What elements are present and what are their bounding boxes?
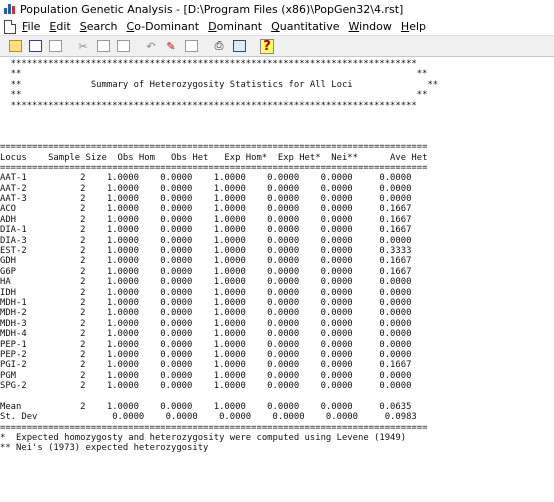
- table-row: ADH 2 1.0000 0.0000 1.0000 0.0000 0.0000 0.1667: [0, 214, 412, 225]
- menu-file[interactable]: File: [22, 20, 41, 33]
- paste-icon[interactable]: [114, 37, 132, 55]
- table-row: PGI-2 2 1.0000 0.0000 1.0000 0.0000 0.0000 0.1667: [0, 360, 412, 371]
- menu-co-dominant[interactable]: Co-Dominant: [126, 20, 200, 33]
- table-row: GDH 2 1.0000 0.0000 1.0000 0.0000 0.0000 0.1667: [0, 256, 412, 267]
- report-document[interactable]: [0, 56, 554, 502]
- footnote-1: * Expected homozygosty and heterozygosity were computed using Levene (1949): [0, 433, 407, 444]
- table-rows: [0, 173, 554, 391]
- stdev-row: St. Dev 0.0000 0.0000 0.0000 0.0000 0.0000 0.0983: [0, 412, 417, 423]
- table-row: MDH-2 2 1.0000 0.0000 1.0000 0.0000 0.0000 0.0000: [0, 308, 412, 319]
- stars-bottom: ****************************************************************************: [0, 100, 417, 111]
- table-row: EST-2 2 1.0000 0.0000 1.0000 0.0000 0.0000 0.3333: [0, 246, 412, 257]
- menu-window[interactable]: Window: [348, 20, 392, 33]
- toolbar: [0, 35, 554, 57]
- table-row: AAT-2 2 1.0000 0.0000 1.0000 0.0000 0.0000 0.0000: [0, 183, 412, 194]
- table-header: Locus Sample Size Obs Hom Obs Het Exp Hom* Exp Het* Nei** Ave Het: [0, 152, 428, 163]
- table-icon[interactable]: [230, 37, 248, 55]
- table-row: HA 2 1.0000 0.0000 1.0000 0.0000 0.0000 0.0000: [0, 277, 412, 288]
- report-text: [0, 57, 554, 454]
- table-row: MDH-3 2 1.0000 0.0000 1.0000 0.0000 0.0000 0.0000: [0, 318, 412, 329]
- rule: ================================================================================: [0, 142, 428, 153]
- table-row: AAT-3 2 1.0000 0.0000 1.0000 0.0000 0.0000 0.0000: [0, 194, 412, 205]
- table-row: DIA-1 2 1.0000 0.0000 1.0000 0.0000 0.0000 0.1667: [0, 225, 412, 236]
- mark-icon[interactable]: ✎: [166, 39, 176, 53]
- title-bar: [0, 0, 554, 18]
- menu-edit[interactable]: Edit: [49, 20, 71, 33]
- report-title: ** Summary of Heterozygosity Statistics for All Loci **: [0, 79, 439, 90]
- table-row: IDH 2 1.0000 0.0000 1.0000 0.0000 0.0000 0.0000: [0, 287, 412, 298]
- cut-icon[interactable]: ✂: [78, 39, 88, 53]
- menu-quantitative[interactable]: Quantitative: [271, 20, 340, 33]
- table-row: MDH-4 2 1.0000 0.0000 1.0000 0.0000 0.0000 0.0000: [0, 329, 412, 340]
- rule: ================================================================================: [0, 422, 428, 433]
- find-icon[interactable]: [182, 37, 200, 55]
- menu-dominant[interactable]: Dominant: [208, 20, 263, 33]
- open-icon[interactable]: [6, 37, 24, 55]
- print-icon[interactable]: ⎙: [214, 39, 224, 52]
- window-title: Population Genetic Analysis - [D:\Program Files (x86)\PopGen32\4.rst]: [20, 2, 404, 16]
- copy-icon[interactable]: [46, 37, 64, 55]
- footnote-2: ** Nei's (1973) expected heterozygosity: [0, 443, 209, 454]
- app-icon: [4, 3, 16, 15]
- copy2-icon[interactable]: [94, 37, 112, 55]
- rule: ================================================================================: [0, 162, 428, 173]
- table-row: PEP-2 2 1.0000 0.0000 1.0000 0.0000 0.0000 0.0000: [0, 349, 412, 360]
- help-icon[interactable]: ?: [258, 37, 276, 55]
- table-row: DIA-3 2 1.0000 0.0000 1.0000 0.0000 0.0000 0.0000: [0, 235, 412, 246]
- menu-bar: [0, 18, 554, 35]
- table-row: SPG-2 2 1.0000 0.0000 1.0000 0.0000 0.0000 0.0000: [0, 381, 412, 392]
- menu-help[interactable]: Help: [400, 20, 426, 33]
- table-row: AAT-1 2 1.0000 0.0000 1.0000 0.0000 0.0000 0.0000: [0, 173, 412, 184]
- undo-icon[interactable]: ↶: [146, 39, 156, 53]
- table-row: PGM 2 1.0000 0.0000 1.0000 0.0000 0.0000 0.0000: [0, 370, 412, 381]
- table-row: PEP-1 2 1.0000 0.0000 1.0000 0.0000 0.0000 0.0000: [0, 339, 412, 350]
- mean-row: Mean 2 1.0000 0.0000 1.0000 0.0000 0.0000 0.0635: [0, 401, 412, 412]
- stars-top: ****************************************************************************: [0, 59, 417, 69]
- table-row: MDH-1 2 1.0000 0.0000 1.0000 0.0000 0.0000 0.0000: [0, 297, 412, 308]
- save-icon[interactable]: [26, 37, 44, 55]
- document-icon[interactable]: [4, 20, 16, 34]
- table-row: ACO 2 1.0000 0.0000 1.0000 0.0000 0.0000 0.1667: [0, 204, 412, 215]
- stars-side: ** **: [0, 69, 428, 80]
- table-row: G6P 2 1.0000 0.0000 1.0000 0.0000 0.0000 0.1667: [0, 266, 412, 277]
- stars-side-2: ** **: [0, 90, 428, 101]
- menu-search[interactable]: Search: [79, 20, 118, 33]
